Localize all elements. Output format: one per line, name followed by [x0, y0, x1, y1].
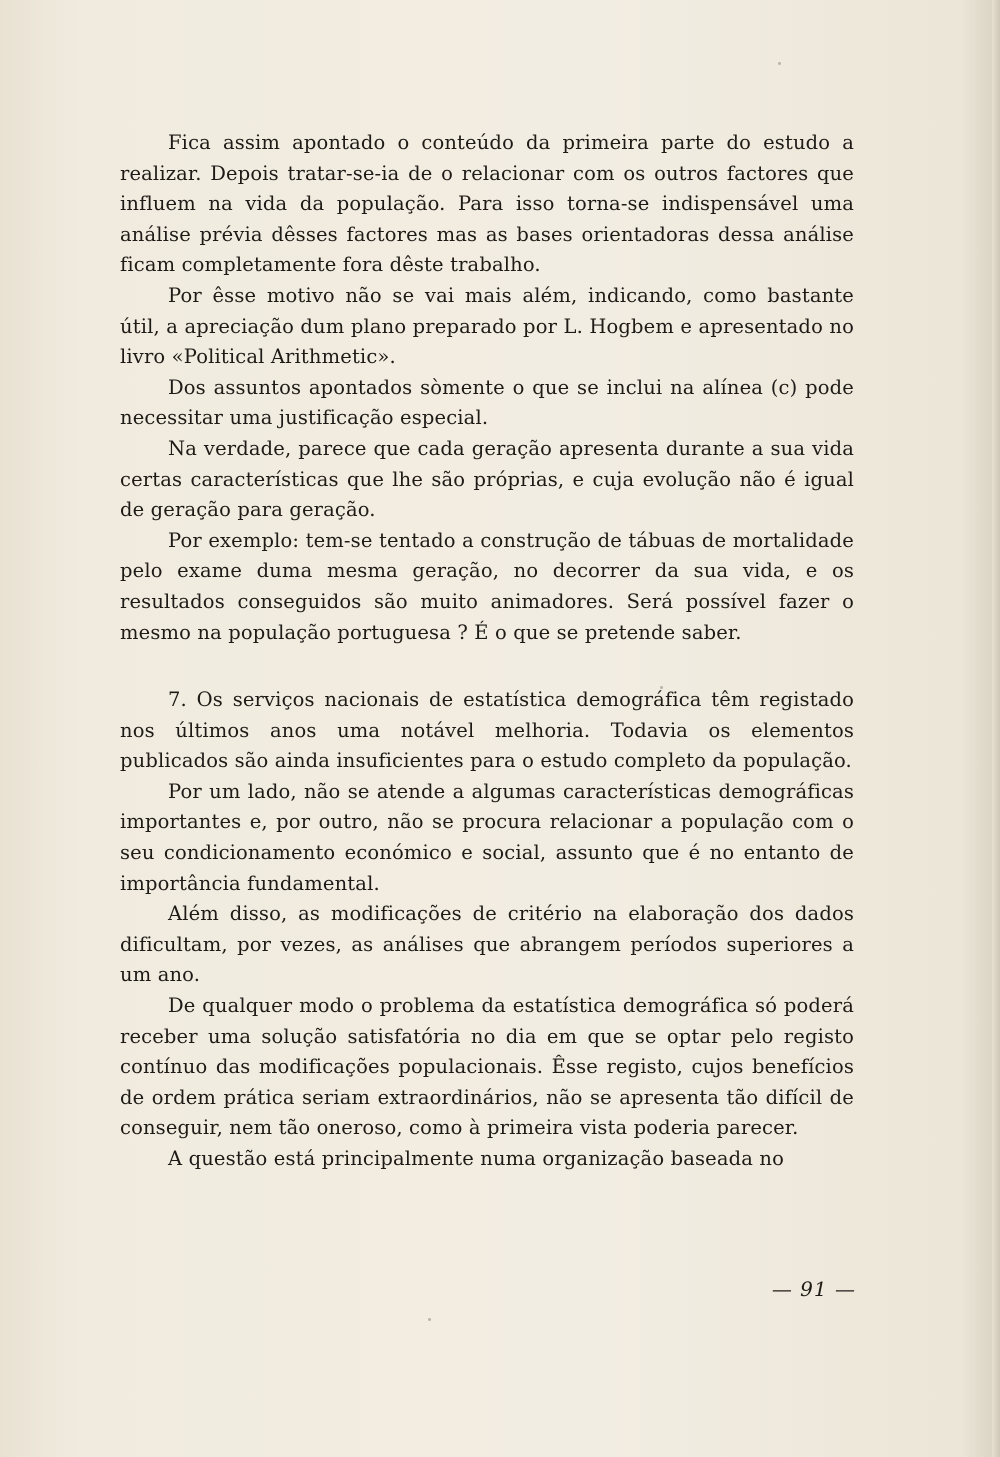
paragraph: Além disso, as modificações de critério na elaboração dos dados dificultam, por vezes, as análises que abrangem períodos superiores a um ano.	[120, 902, 854, 987]
paragraph: Por êsse motivo não se vai mais além, indicando, como bastante útil, a apreciação dum plano preparado por L. Hogbem e apresentado no livro «Political Arithmetic».	[120, 283, 854, 369]
paragraph: Por um lado, não se atende a algumas características demográficas importantes e, por outro, não se procura relacionar a população com o seu condicionamento económico e social, assunto que é no entanto de importância fundamental.	[120, 779, 854, 895]
body-text	[120, 128, 854, 1175]
paragraph: Por exemplo: tem-se tentado a construção de tábuas de mortalidade pelo exame duma mesma geração, no decorrer da sua vida, e os resultados conseguidos são muito animadores. Será possível fazer o mesmo na população portuguesa ? É o que se pretende saber.	[120, 528, 854, 644]
paper-speck	[778, 62, 781, 65]
section-gap	[120, 648, 854, 685]
section-7-paragraph: 7. Os serviços nacionais de estatística demográfica têm registado nos últimos anos uma notável melhoria. Todavia os elementos publicados são ainda insuficientes para o estudo completo da população.	[120, 688, 854, 773]
paragraph: Na verdade, parece que cada geração apresenta durante a sua vida certas características que lhe são próprias, e cuja evolução não é igual de geração para geração.	[120, 436, 854, 522]
paragraph: De qualquer modo o problema da estatística demográfica só poderá receber uma solução satisfatória no dia em que se optar pelo registo contínuo das modificações populacionais. Êsse registo, cujos benefícios de ordem prática seriam extraordinários, não se apresenta tão difícil de conseguir, nem tão oneroso, como à primeira vista poderia parecer.	[120, 994, 854, 1140]
paper-speck	[428, 1318, 431, 1321]
page-number: — 91 —	[771, 1277, 856, 1301]
paragraph: Dos assuntos apontados sòmente o que se inclui na alínea (c) pode necessitar uma justificação especial.	[120, 375, 854, 430]
paragraph: Fica assim apontado o conteúdo da primeira parte do estudo a realizar. Depois tratar-se-ia de o relacionar com os outros factores que influem na vida da população. Para isso torna-se indispensável uma análise prévia dêsses factores mas as bases orientadoras dessa análise ficam completamente fora dêste trabalho.	[120, 131, 854, 277]
page-edge	[992, 0, 1000, 1457]
paragraph: A questão está principalmente numa organização baseada no	[168, 1147, 784, 1170]
